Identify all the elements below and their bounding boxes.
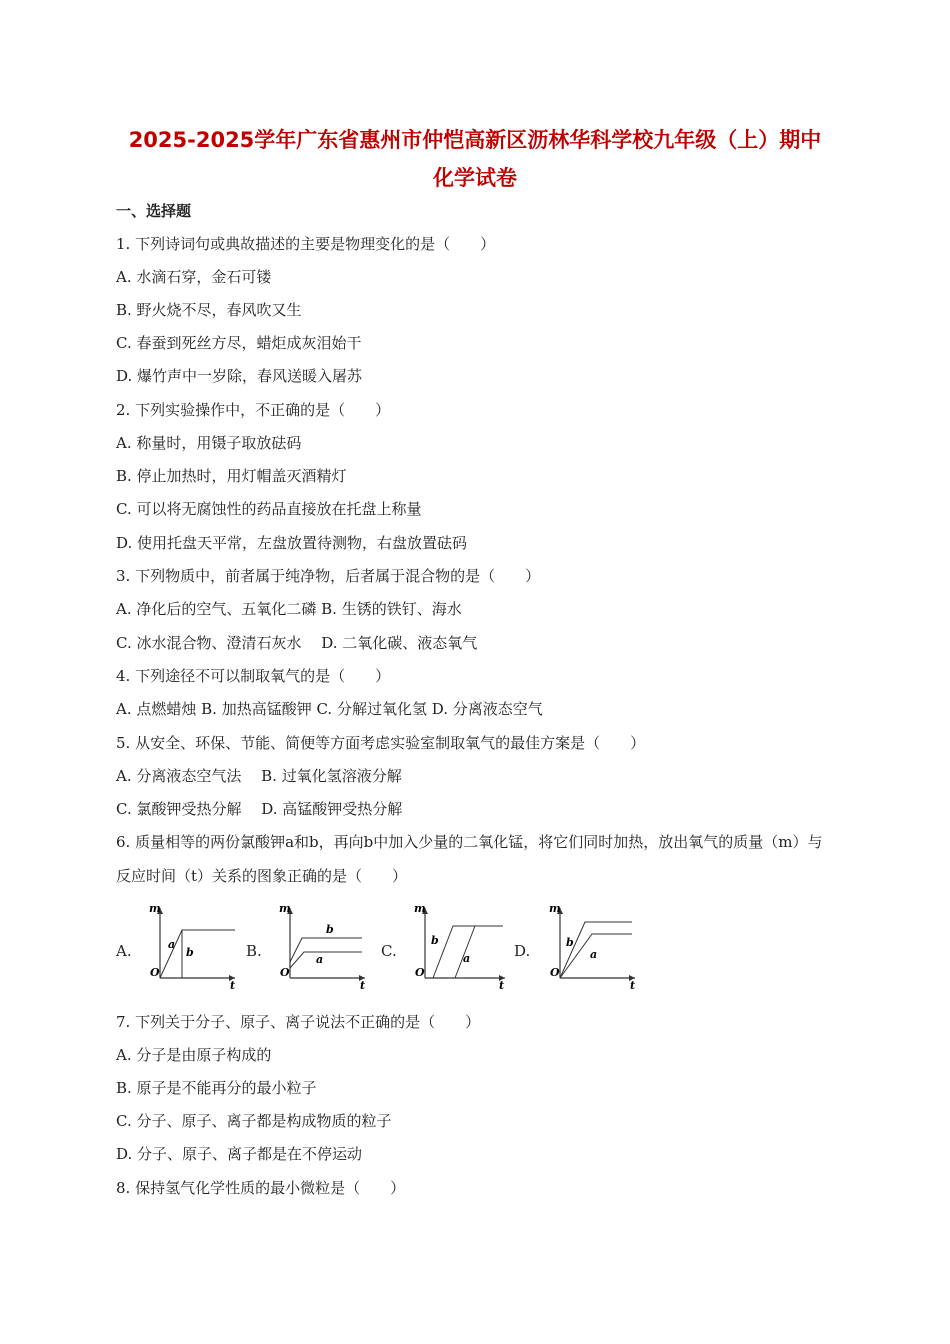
q3-options-cd: C. 冰水混合物、澄清石灰水 D. 二氧化碳、液态氧气 bbox=[116, 634, 478, 652]
q3-options-ab: A. 净化后的空气、五氧化二磷 B. 生锈的铁钉、海水 bbox=[116, 600, 462, 618]
graph-c-origin: O bbox=[415, 966, 425, 979]
q3-stem: 3. 下列物质中，前者属于纯净物，后者属于混合物的是（ ） bbox=[116, 567, 541, 585]
q6-option-c-label: C. bbox=[381, 942, 397, 960]
q2-option-a: A. 称量时，用镊子取放砝码 bbox=[116, 434, 302, 452]
graph-c-series-b: b bbox=[431, 934, 439, 947]
graph-c-series-a: a bbox=[463, 952, 471, 965]
q7-stem: 7. 下列关于分子、原子、离子说法不正确的是（ ） bbox=[116, 1013, 481, 1031]
exam-title-line1: 2025-2025学年广东省惠州市仲恺高新区沥林华科学校九年级（上）期中 bbox=[128, 128, 822, 152]
graph-b-origin: O bbox=[280, 966, 290, 979]
graph-b-x-label: t bbox=[360, 979, 366, 990]
graph-d-y-label: m bbox=[549, 902, 561, 915]
q4-options: A. 点燃蜡烛 B. 加热高锰酸钾 C. 分解过氧化氢 D. 分离液态空气 bbox=[116, 700, 543, 718]
q6-graph-a bbox=[140, 900, 240, 990]
q2-option-c: C. 可以将无腐蚀性的药品直接放在托盘上称量 bbox=[116, 500, 422, 518]
q1-option-b: B. 野火烧不尽，春风吹又生 bbox=[116, 301, 302, 319]
section-heading: 一、选择题 bbox=[116, 202, 192, 220]
q6-stem: 6. 质量相等的两份氯酸钾a和b，再向b中加入少量的二氧化锰，将它们同时加热，放出氧气的质量（m）与反应时间（t）关系的图象正确的是（ ） bbox=[116, 833, 823, 885]
q6-graph-d bbox=[540, 900, 640, 990]
q8-stem: 8. 保持氢气化学性质的最小微粒是（ ） bbox=[116, 1179, 406, 1197]
graph-d-series-b: b bbox=[566, 936, 574, 949]
q6-graph-c bbox=[405, 900, 515, 990]
graph-a-origin: O bbox=[150, 966, 160, 979]
q1-option-c: C. 春蚕到死丝方尽，蜡炬成灰泪始干 bbox=[116, 334, 362, 352]
q7-option-c: C. 分子、原子、离子都是构成物质的粒子 bbox=[116, 1112, 392, 1130]
q2-option-d: D. 使用托盘天平常，左盘放置待测物，右盘放置砝码 bbox=[116, 534, 468, 552]
q2-stem: 2. 下列实验操作中，不正确的是（ ） bbox=[116, 401, 391, 419]
graph-c-x-label: t bbox=[499, 979, 505, 990]
exam-title-line2: 化学试卷 bbox=[433, 166, 517, 190]
q5-stem: 5. 从安全、环保、节能、简便等方面考虑实验室制取氧气的最佳方案是（ ） bbox=[116, 734, 646, 752]
q1-option-a: A. 水滴石穿，金石可镂 bbox=[116, 268, 272, 286]
graph-d-series-a: a bbox=[590, 948, 598, 961]
q7-option-a: A. 分子是由原子构成的 bbox=[116, 1046, 272, 1064]
graph-d-origin: O bbox=[550, 966, 560, 979]
q1-option-d: D. 爆竹声中一岁除，春风送暖入屠苏 bbox=[116, 367, 363, 385]
q6-option-b-label: B. bbox=[246, 942, 262, 960]
q5-options-ab: A. 分离液态空气法 B. 过氧化氢溶液分解 bbox=[116, 767, 402, 785]
q7-option-b: B. 原子是不能再分的最小粒子 bbox=[116, 1079, 317, 1097]
graph-d-x-label: t bbox=[630, 979, 636, 990]
graph-a-x-label: t bbox=[230, 979, 236, 990]
graph-b-series-a: a bbox=[316, 953, 324, 966]
q5-options-cd: C. 氯酸钾受热分解 D. 高锰酸钾受热分解 bbox=[116, 800, 403, 818]
q1-stem: 1. 下列诗词句或典故描述的主要是物理变化的是（ ） bbox=[116, 235, 496, 253]
q6-option-a-label: A. bbox=[116, 942, 132, 960]
q4-stem: 4. 下列途径不可以制取氧气的是（ ） bbox=[116, 667, 391, 685]
graph-a-y-label: m bbox=[149, 902, 161, 915]
graph-a-series-b: b bbox=[186, 946, 194, 959]
q2-option-b: B. 停止加热时，用灯帽盖灭酒精灯 bbox=[116, 467, 347, 485]
graph-c-y-label: m bbox=[414, 902, 426, 915]
q6-graph-b bbox=[270, 900, 370, 990]
graph-b-series-b: b bbox=[326, 923, 334, 936]
q7-option-d: D. 分子、原子、离子都是在不停运动 bbox=[116, 1145, 363, 1163]
graph-b-y-label: m bbox=[279, 902, 291, 915]
q6-option-d-label: D. bbox=[514, 942, 531, 960]
graph-a-series-a: a bbox=[168, 938, 176, 951]
